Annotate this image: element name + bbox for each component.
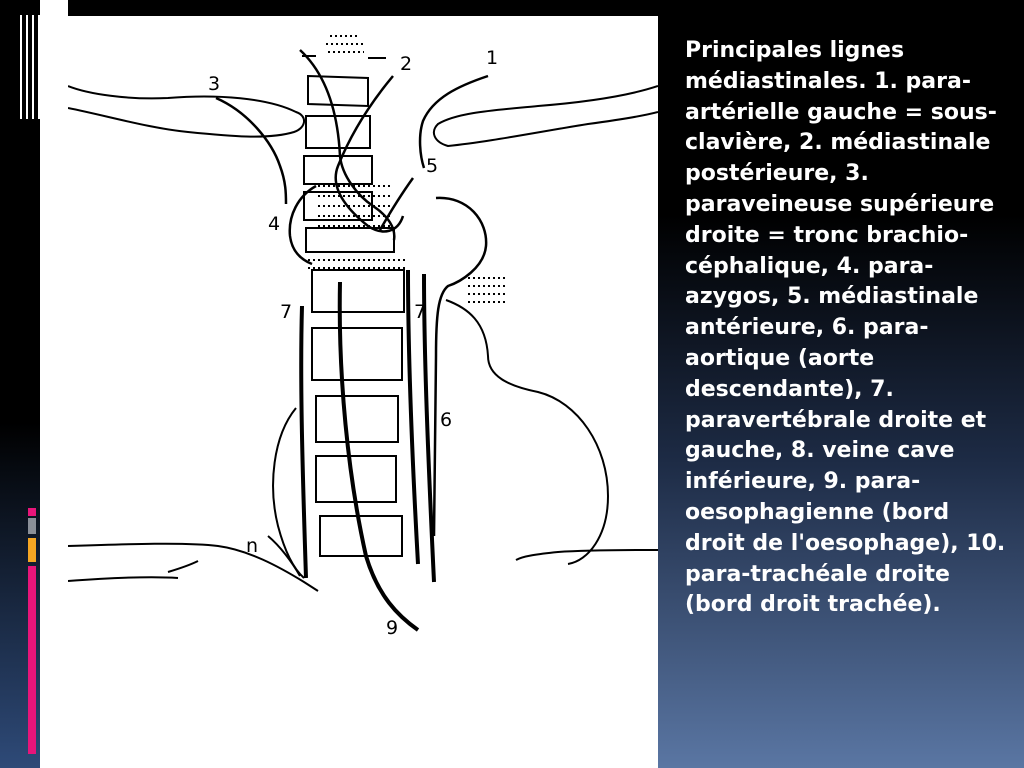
accent-bar-orange (28, 538, 36, 562)
label-3: 3 (208, 73, 221, 95)
label-8: n (246, 535, 259, 557)
line-7-right-paravertebral (301, 306, 306, 578)
label-7-right: 7 (280, 301, 293, 323)
accent-bar-gray (28, 518, 36, 534)
slide-white-strip (40, 0, 68, 768)
line-3-paravenous (216, 98, 286, 204)
left-clavicle (434, 86, 658, 146)
label-9: 9 (386, 617, 399, 639)
label-1: 1 (486, 47, 499, 69)
right-diaphragm (68, 544, 318, 591)
label-5: 5 (426, 155, 439, 177)
diagram-drawing (68, 16, 658, 768)
heart-left-border (446, 300, 608, 564)
right-clavicle (68, 86, 304, 137)
label-2: 2 (400, 53, 413, 75)
line-6-para-aortic (434, 198, 486, 536)
mediastinal-lines-diagram (68, 16, 658, 768)
label-7-left: 7 (414, 301, 427, 323)
accent-bar-pink-long (28, 566, 36, 754)
label-6: 6 (440, 409, 453, 431)
heart-right-border (273, 408, 304, 578)
label-4: 4 (268, 213, 281, 235)
slide-caption: Principales lignes médiastinales. 1. para-artérielle gauche = sous-clavière, 2. médiastinale postérieure, 3. paraveineuse supérieure droite = tronc brachio-céphalique, 4. para-azygos, 5. médiastinale antérieure, 6. para-aortique (aorte descendante), 7. paravertébrale droite et gauche, 8. veine cave inférieure, 9. para-oesophagienne (bord droit de l'oesophage), 10. para-trachéale droite (bord droit trachée). (685, 38, 1006, 618)
accent-bar-pink-small (28, 508, 36, 516)
